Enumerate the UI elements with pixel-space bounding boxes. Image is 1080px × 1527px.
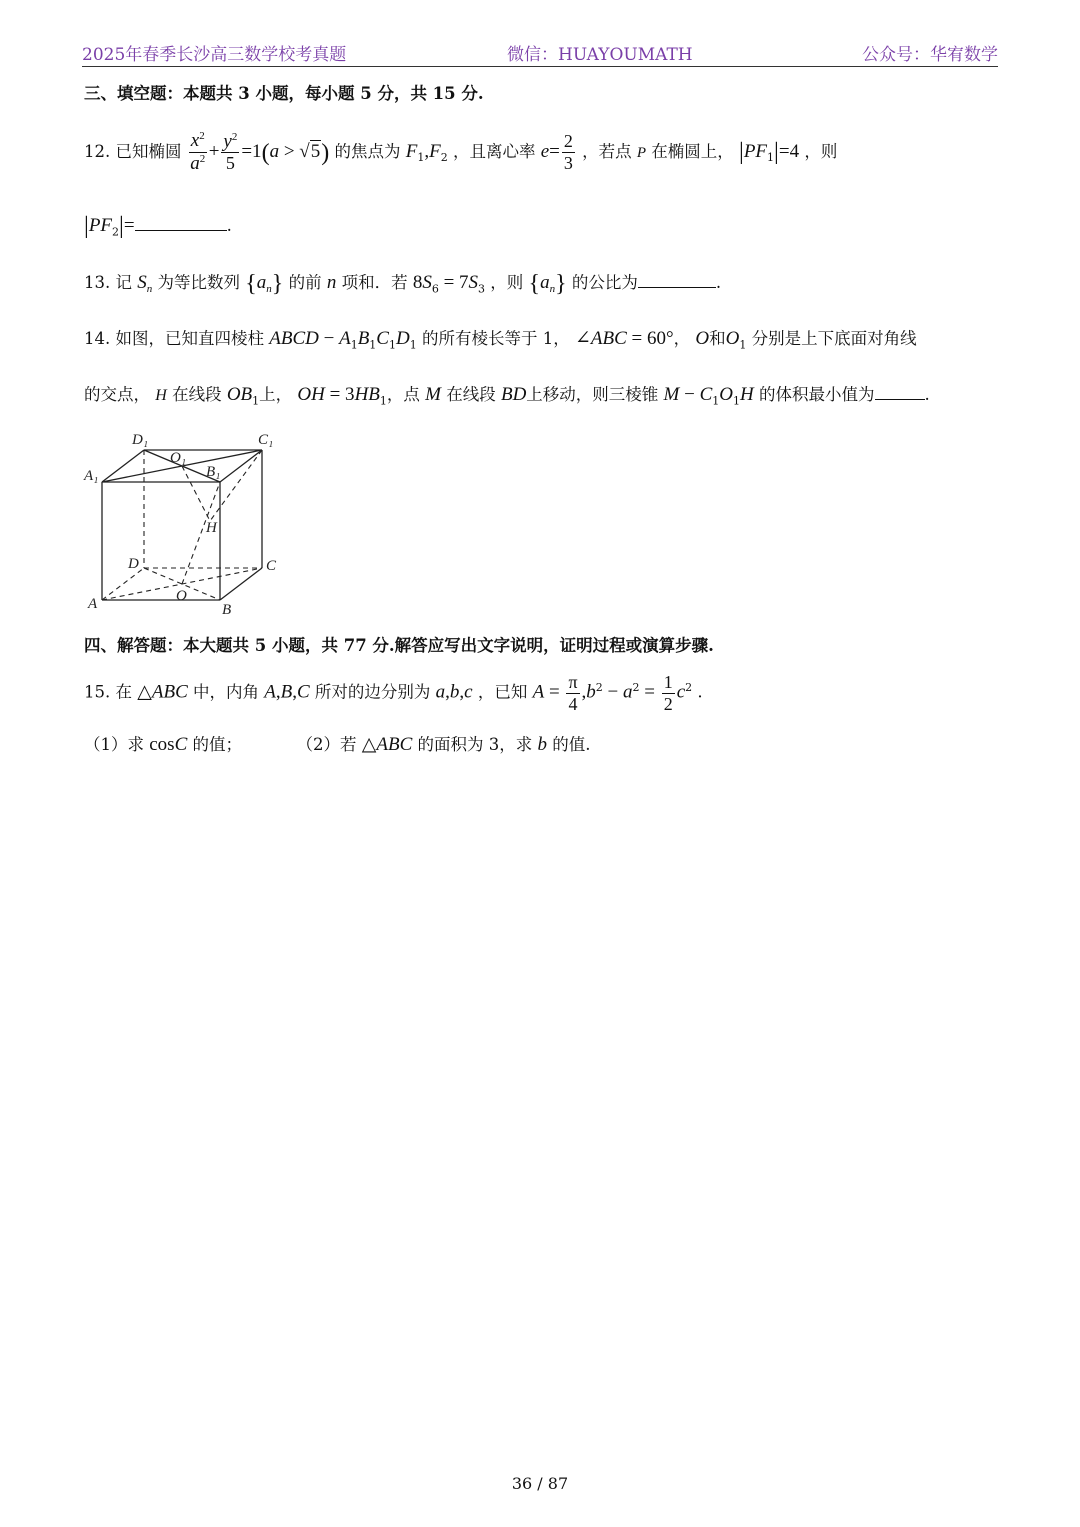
edge-bc [220,568,262,600]
q14-text: 如图，已知直四棱柱 [115,329,264,348]
answer-blank[interactable] [135,230,227,231]
answer-blank[interactable] [875,399,925,400]
page-header [82,36,998,67]
label-c: C [266,558,277,574]
q12-text: 在椭圆上， [651,141,734,161]
label-b: B [222,602,232,618]
question-15-parts: （1）求 cosC 的值； （2）若 △ABC 的面积为 3，求 b 的值. [84,734,591,755]
header-account: 公众号：华宥数学 [862,45,998,65]
q12-text: 的焦点为 [334,141,401,161]
q13-text: 记 [115,273,132,292]
question-12: 12. 已知椭圆 $\frac{x^2}{a^2}$ + $\frac{y^2}{5}$ =1(a > √5) 的焦点为 $F_1,F_2$ ，且离心率 e= $\frac{2}{3}$ ，若点 P 在椭圆上， $|PF_1|=4$ ，则 [84,130,838,174]
question-14-cont: 的交点， H 在线段 $OB_1$上， OH = $3HB_1$，点 M 在线段 BD上移动，则三棱锥 $M - C_1O_1H$ 的体积最小值为 . [84,384,930,408]
answer-blank[interactable] [638,287,716,288]
fraction: $\frac{1}{2}$ [663,672,673,714]
page-number: 36 / 87 [511,1474,569,1493]
q12-text: ，且离心率 [452,141,536,161]
section4-title: 四、解答题：本大题共 5 小题，共 77 分.解答应写出文字说明，证明过程或演算步骤. [84,636,714,655]
q13-text: 项和．若 [341,273,408,292]
question-14: 14. 如图，已知直四棱柱 ABCD − $A_1B_1C_1D_1$ 的所有棱长等于 1， ∠ABC = 60°， O和$O_1$ 分别是上下底面对角线 [84,328,917,352]
prism-figure [82,428,292,618]
label-a: A [88,596,98,612]
q15-number: 15. [84,682,111,702]
q12-text: 已知椭圆 [115,141,182,161]
q14-text: 的交点， [84,385,150,404]
label-c1: C₁ [258,432,274,448]
q13-text: 为等比数列 [157,273,240,292]
label-a1: A₁ [84,468,99,484]
question-12-answer: $|PF_2|=$ . [84,213,232,239]
q12-number: 12. [84,141,111,161]
q12-text: ，若点 [582,141,632,161]
q15-part1: （1）求 [84,735,144,754]
label-o1: O₁ [170,450,187,466]
label-o: O [176,588,187,604]
q13-text: 的前 [288,273,322,292]
question-13: 13. 记 $S_n$ 为等比数列 $\{a_n\}$ 的前 n 项和．若 $8S_6 = 7S_3$ ，则 $\{a_n\}$ 的公比为 . [84,271,722,297]
label-b1: B₁ [206,464,221,480]
fraction: $\frac{\pi}{4}$ [568,672,578,714]
fraction: $\frac{x^2}{a^2}$ [190,130,206,174]
q14-number: 14. [84,329,111,348]
fraction: $\frac{y^2}{5}$ [223,130,238,174]
header-title: 2025年春季长沙高三数学校考真题 [82,45,347,65]
section3-title: 三、填空题：本题共 3 小题，每小题 5 分，共 15 分. [84,84,484,103]
q13-number: 13. [84,273,111,292]
question-15: 15. 在 △ABC 中，内角 A,B,C 所对的边分别为 a,b,c ，已知 A = $\frac{\pi}{4}$ $,b^2 - a^2$ = $\frac{1}{2}$ $c^2$ . [84,672,703,714]
label-d1: D₁ [132,432,149,448]
label-d: D [128,556,139,572]
q14-text: 分别是上下底面对角线 [751,329,917,348]
q15-part2: （2）若 [296,735,357,754]
q13-text: ，则 [490,273,524,292]
edge-ad [102,568,144,600]
q13-text: 的公比为 [571,273,638,292]
label-h: H [206,520,217,536]
fraction: $\frac{2}{3}$ [563,131,573,173]
q14-text: 的所有棱长等于 1， [421,329,570,348]
segment-c1h [210,450,262,521]
header-wechat: 微信：HUAYOUMATH [507,45,693,65]
q12-text: ，则 [804,141,838,161]
